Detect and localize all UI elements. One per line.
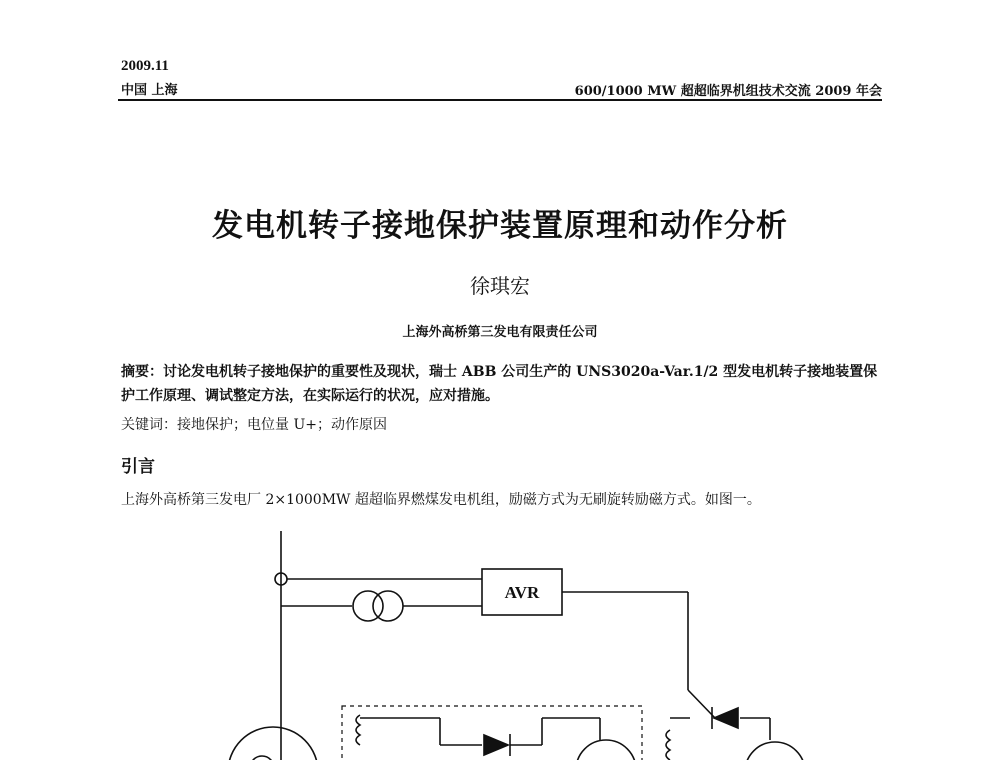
header-year: 2009.11: [121, 58, 169, 74]
keywords: 关键词：接地保护；电位量 U+；动作原因: [121, 417, 387, 433]
generator-inner-circle: [250, 756, 274, 760]
avr-output-diag-line: [688, 690, 715, 718]
transformer-coil-right: [373, 591, 403, 621]
abstract: 摘要：讨论发电机转子接地保护的重要性及现状，瑞士 ABB 公司生产的 UNS3020a-Var.1/2 型发电机转子接地装置保护工作原理、调试整定方法，在实际运行的状况，应对措施。: [121, 364, 878, 404]
paper-affiliation: 上海外高桥第三发电有限责任公司: [402, 325, 598, 340]
transformer-coil-left: [353, 591, 383, 621]
generator-circle: [228, 727, 318, 760]
thyristor-diode: [714, 708, 738, 728]
paper-title: 发电机转子接地保护装置原理和动作分析: [212, 208, 788, 244]
intro-paragraph: 上海外高桥第三发电厂 2×1000MW 超超临界燃煤发电机组，励磁方式为无刷旋转励磁方式。如图一。: [121, 492, 761, 508]
header-location: 中国 上海: [121, 83, 178, 98]
rotor-winding-coil: [356, 715, 360, 745]
rectifier-diode: [484, 735, 508, 755]
section-heading: 引言: [121, 457, 155, 477]
header-conference: 600/1000 MW 超超临界机组技术交流 2009 年会: [574, 84, 882, 99]
exciter-winding-coil: [666, 730, 670, 760]
exciter-circle: [576, 740, 636, 760]
paper-author: 徐琪宏: [470, 274, 530, 298]
avr-label: AVR: [504, 583, 540, 602]
pilot-exciter-circle: [745, 742, 805, 760]
